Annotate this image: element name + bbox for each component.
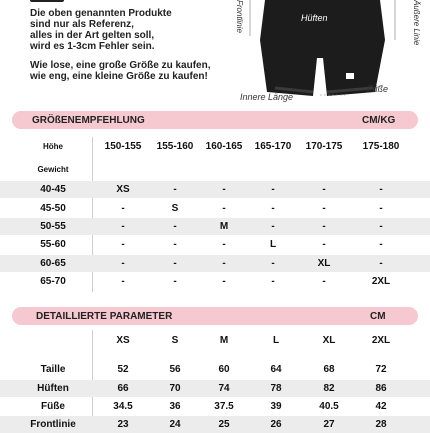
size-cell: XS <box>116 184 130 195</box>
size-cell: - <box>121 221 125 232</box>
size-cell: - <box>222 239 226 250</box>
table-row <box>0 255 430 272</box>
height-header-row <box>0 138 430 155</box>
weight-value: 40-45 <box>40 184 66 195</box>
size-cell: - <box>322 203 326 214</box>
param-cell: 60 <box>218 364 230 375</box>
detailed-parameters-title: DETAILLIERTE PARAMETER <box>36 311 173 322</box>
weight-value: 65-70 <box>40 276 66 287</box>
reference-notes <box>30 8 245 90</box>
size-cell: XL <box>317 258 331 269</box>
label-inner-length: Innere Länge <box>240 92 294 102</box>
detailed-parameters-header <box>12 307 418 325</box>
table-row <box>0 273 430 290</box>
param-cell: 25 <box>218 419 230 430</box>
size-cell: - <box>322 276 326 287</box>
param-cell: 36 <box>169 401 181 412</box>
table-row <box>0 200 430 217</box>
size-cell: - <box>379 203 383 214</box>
size-header-row <box>0 332 430 349</box>
param-label: Füße <box>41 401 65 412</box>
size-col: M <box>219 335 229 346</box>
weight-header-row <box>0 161 430 178</box>
table-row <box>0 380 430 397</box>
shorts-icon <box>235 0 430 105</box>
param-cell: 72 <box>375 364 387 375</box>
size-cell: - <box>173 276 177 287</box>
param-cell: 78 <box>270 383 282 394</box>
height-col: 170-175 <box>305 141 343 152</box>
size-cell: - <box>271 184 275 195</box>
table-row <box>0 398 430 415</box>
size-recommendation-unit: CM/KG <box>362 115 396 126</box>
param-cell: 82 <box>323 383 335 394</box>
size-cell: - <box>173 184 177 195</box>
param-cell: 28 <box>375 419 387 430</box>
param-cell: 40.5 <box>319 401 339 412</box>
size-cell: - <box>173 239 177 250</box>
size-cell: - <box>121 276 125 287</box>
height-col: 155-160 <box>156 141 194 152</box>
size-recommendation-header <box>12 111 418 129</box>
param-label: Hüften <box>37 383 69 394</box>
param-cell: 64 <box>270 364 282 375</box>
shorts-illustration <box>235 0 430 105</box>
param-cell: 86 <box>375 383 387 394</box>
weight-value: 60-65 <box>40 258 66 269</box>
size-cell: - <box>121 203 125 214</box>
size-cell: 2XL <box>371 276 391 287</box>
param-label: Taille <box>40 364 66 375</box>
size-cell: - <box>379 239 383 250</box>
param-cell: 27 <box>323 419 335 430</box>
size-cell: - <box>222 203 226 214</box>
table-row <box>0 218 430 235</box>
param-cell: 24 <box>169 419 181 430</box>
param-cell: 39 <box>270 401 282 412</box>
size-cell: - <box>173 258 177 269</box>
param-cell: 52 <box>117 364 129 375</box>
table-row <box>0 361 430 378</box>
size-cell: - <box>379 184 383 195</box>
size-cell: - <box>121 258 125 269</box>
weight-label: Gewicht <box>37 165 69 174</box>
reference-note-2: Wie lose, eine große Größe zu kaufen, wie eng, eine kleine Größe zu kaufen! <box>30 60 211 82</box>
size-cell: - <box>173 221 177 232</box>
size-col: S <box>171 335 179 346</box>
param-cell: 68 <box>323 364 335 375</box>
table-row <box>0 181 430 198</box>
table-row <box>0 416 430 433</box>
param-cell: 70 <box>169 383 181 394</box>
size-cell: - <box>271 276 275 287</box>
param-cell: 23 <box>117 419 129 430</box>
param-cell: 56 <box>169 364 181 375</box>
size-cell: - <box>322 239 326 250</box>
size-col: XL <box>322 335 336 346</box>
weight-value: 50-55 <box>40 221 66 232</box>
top-dark-tab <box>30 0 64 2</box>
label-hips: Hüften <box>301 13 328 23</box>
size-cell: - <box>222 276 226 287</box>
reference-note-1: Die oben genannten Produkte sind nur als Referenz, alles in der Art gelten soll, wird es 1-3cm Fehler sein. <box>30 8 172 52</box>
size-cell: - <box>271 221 275 232</box>
height-col: 175-180 <box>362 141 400 152</box>
size-cell: - <box>271 258 275 269</box>
param-label: Frontlinie <box>30 419 76 430</box>
height-col: 160-165 <box>205 141 243 152</box>
size-cell: S <box>171 203 179 214</box>
table-row <box>0 236 430 253</box>
size-col: 2XL <box>371 335 391 346</box>
height-label: Höhe <box>43 142 63 151</box>
size-cell: L <box>269 239 277 250</box>
param-cell: 42 <box>375 401 387 412</box>
size-cell: - <box>121 239 125 250</box>
size-cell: - <box>322 221 326 232</box>
size-cell: - <box>322 184 326 195</box>
size-cell: - <box>222 258 226 269</box>
param-cell: 26 <box>270 419 282 430</box>
detailed-parameters-unit: CM <box>370 311 386 322</box>
height-col: 165-170 <box>254 141 292 152</box>
weight-value: 45-50 <box>40 203 66 214</box>
param-cell: 66 <box>117 383 129 394</box>
size-cell: - <box>379 221 383 232</box>
weight-value: 55-60 <box>40 239 66 250</box>
param-cell: 74 <box>218 383 230 394</box>
label-front-line: Frontlinie <box>235 0 244 33</box>
height-col: 150-155 <box>104 141 142 152</box>
size-col: XS <box>116 335 130 346</box>
size-col: L <box>272 335 280 346</box>
size-recommendation-title: GRÖßENEMPFEHLUNG <box>32 115 145 126</box>
size-cell: - <box>379 258 383 269</box>
label-feet: Füße <box>367 84 389 94</box>
label-outer-line: Äußere Linie <box>412 0 421 46</box>
param-cell: 34.5 <box>113 401 133 412</box>
size-cell: - <box>271 203 275 214</box>
size-cell: M <box>219 221 229 232</box>
param-cell: 37.5 <box>214 401 234 412</box>
size-cell: - <box>222 184 226 195</box>
